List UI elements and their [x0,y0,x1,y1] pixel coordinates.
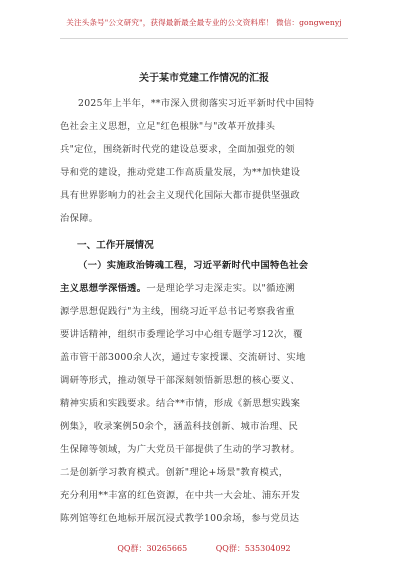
header-banner: 关注头条号"公文研究"，获得最新最全最专业的公文资料库！ 微信：gongwenyj [66,18,342,27]
paragraph-line: 精神实质和实践要求。结合**市情，形成《新思想实践案 [60,398,301,409]
paragraph-line-rest: 一是理论学习走深走实。以"循迹溯 [146,283,295,294]
paragraph-line: 要讲话精神，组织市委理论学习中心组专题学习12次，覆 [60,329,303,340]
paragraph-line: 调研等形式，推动领导干部深刻领悟新思想的核心要义、 [60,375,300,386]
paragraph-line: 例集》，收录案例50余个，涵盖科技创新、城市治理、民 [60,421,299,432]
subsection-paragraph [60,254,350,530]
footer-qq-group-2: QQ群：535304092 [215,544,291,553]
section-heading: 一、工作开展情况 [77,240,154,251]
paragraph-line: 治保障。 [60,213,99,224]
paragraph-line: 色社会主义思想，立足"红色根脉"与"改革开放排头 [60,121,276,132]
header-divider [60,38,348,39]
paragraph-line: 盖市管干部3000余人次，通过专家授课、交流研讨、实地 [60,352,306,363]
paragraph-line: 二是创新学习教育模式。创新"理论+场景"教育模式， [60,467,289,478]
document-title: 关于某市党建工作情况的汇报 [139,73,269,84]
paragraph-line: 源学思想促践行"为主线，围绕习近平总书记考察我省重 [60,306,295,317]
paragraph-line: 2025年上半年，**市深入贯彻落实习近平新时代中国特 [78,98,315,109]
paragraph-line: 充分利用**丰富的红色资源，在中共一大会址、浦东开发 [60,490,301,501]
subsection-heading-tail: 主义思想学深悟透。 [60,283,147,294]
subsection-heading-line: （一）实施政治铸魂工程，习近平新时代中国特色社会 [78,260,309,271]
footer-contact [0,543,408,554]
paragraph-line: 陈列馆等红色地标开展沉浸式教学100余场，参与党员达 [60,513,300,524]
paragraph-line: 生保障等领域，为广大党员干部提供了生动的学习教材。 [60,444,300,455]
paragraph-line: 兵"定位，围绕新时代党的建设总要求，全面加强党的领 [60,144,295,155]
paragraph-line [60,277,350,300]
intro-paragraph [60,92,350,230]
paragraph-line: 导和党的建设，推动党建工作高质量发展，为**加快建设 [60,167,301,178]
footer-qq-group-1: QQ群：30265665 [117,544,188,553]
paragraph-line: 具有世界影响力的社会主义现代化国际大都市提供坚强政 [60,190,300,201]
